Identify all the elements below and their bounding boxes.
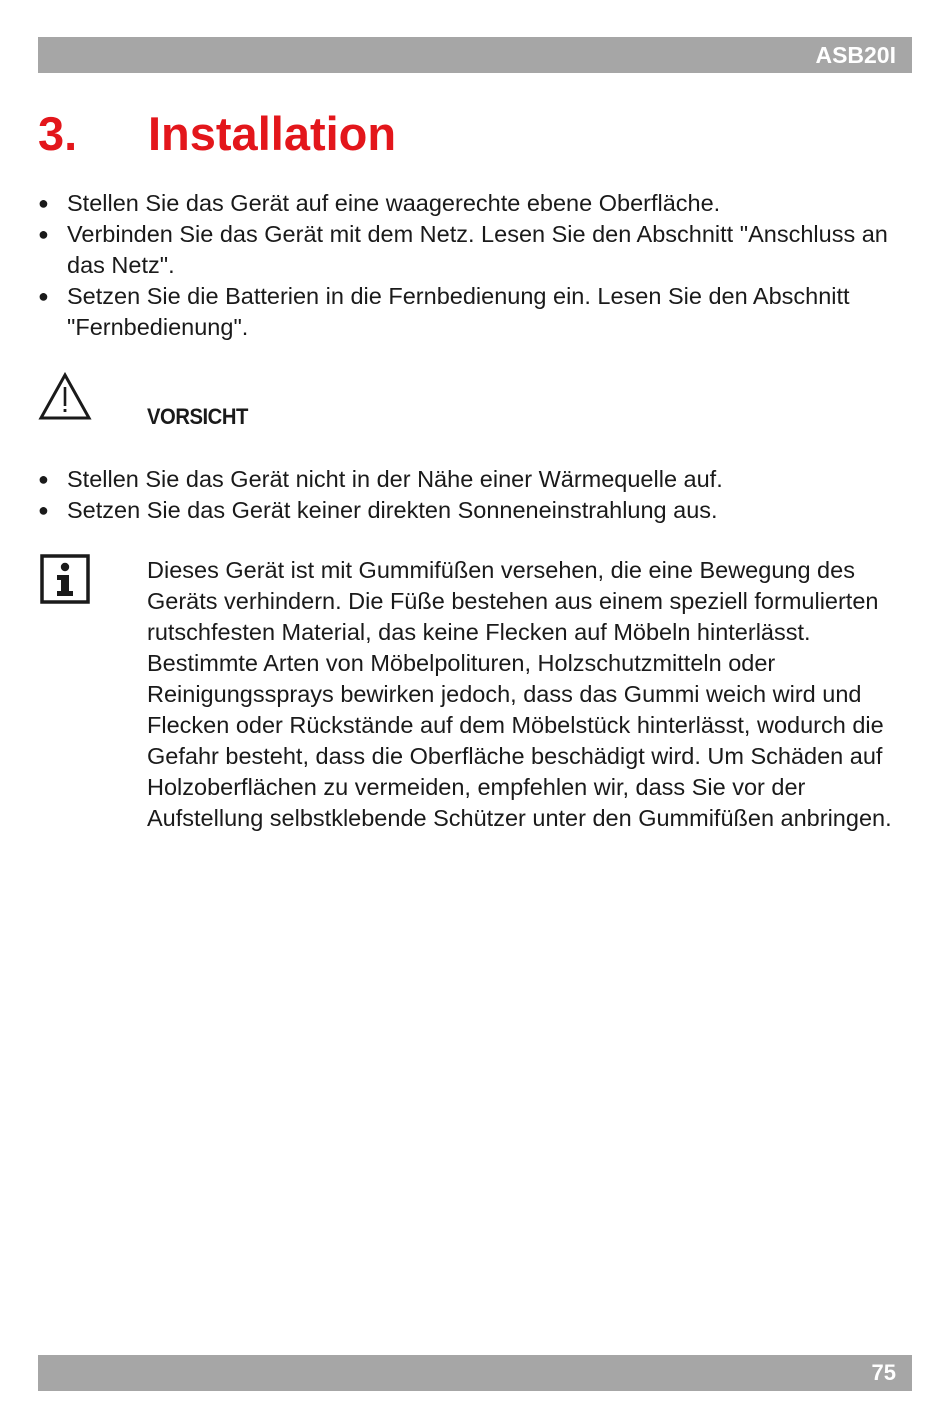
model-label: ASB20I [815,42,896,68]
step-text: Verbinden Sie das Gerät mit dem Netz. Lesen Sie den Abschnitt "Anschluss an das Netz". [67,221,888,278]
section-title: Installation [148,107,397,160]
step-text: Setzen Sie die Batterien in die Fernbedienung ein. Lesen Sie den Abschnitt "Fernbedienung". [67,283,850,340]
caution-label: VORSICHT [147,404,248,429]
caution-text: Setzen Sie das Gerät keiner direkten Sonneneinstrahlung aus. [67,497,718,523]
warning-triangle-icon [38,372,92,422]
info-icon [40,554,90,604]
caution-list [38,464,912,526]
page-number: 75 [871,1360,896,1385]
list-item [38,464,912,495]
info-note: Dieses Gerät ist mit Gummifüßen versehen, die eine Bewegung des Geräts verhindern. Die Füße bestehen aus einem speziell formulierten rutschfesten Material, das keine Flecken auf Möbeln hinterlässt. Bestimmte Arten von Möbelpolituren, Holzschutzmitteln oder Reinigungssprays bewirken jedoch, dass das Gummi weich wird und Flecken oder Rückstände auf dem Möbelstück hinterlässt, wodurch die Gefahr besteht, dass die Oberfläche beschädigt wird. Um Schäden auf Holzoberflächen zu vermeiden, empfehlen wir, dass Sie vor der Aufstellung selbstklebende Schützer unter den Gummifüßen anbringen. [147,557,892,831]
list-item [38,495,912,526]
installation-steps [38,188,912,343]
bullet-icon: ● [38,224,49,244]
list-item [38,281,912,343]
bullet-icon: ● [38,469,49,489]
bullet-icon: ● [38,500,49,520]
header-bar [38,37,912,73]
list-item [38,219,912,281]
bullet-icon: ● [38,286,49,306]
section-heading [38,106,396,162]
footer-bar [38,1355,912,1391]
step-text: Stellen Sie das Gerät auf eine waagerechte ebene Oberfläche. [67,190,721,216]
bullet-icon: ● [38,193,49,213]
section-number: 3. [38,107,78,160]
list-item [38,188,912,219]
caution-text: Stellen Sie das Gerät nicht in der Nähe einer Wärmequelle auf. [67,466,723,492]
